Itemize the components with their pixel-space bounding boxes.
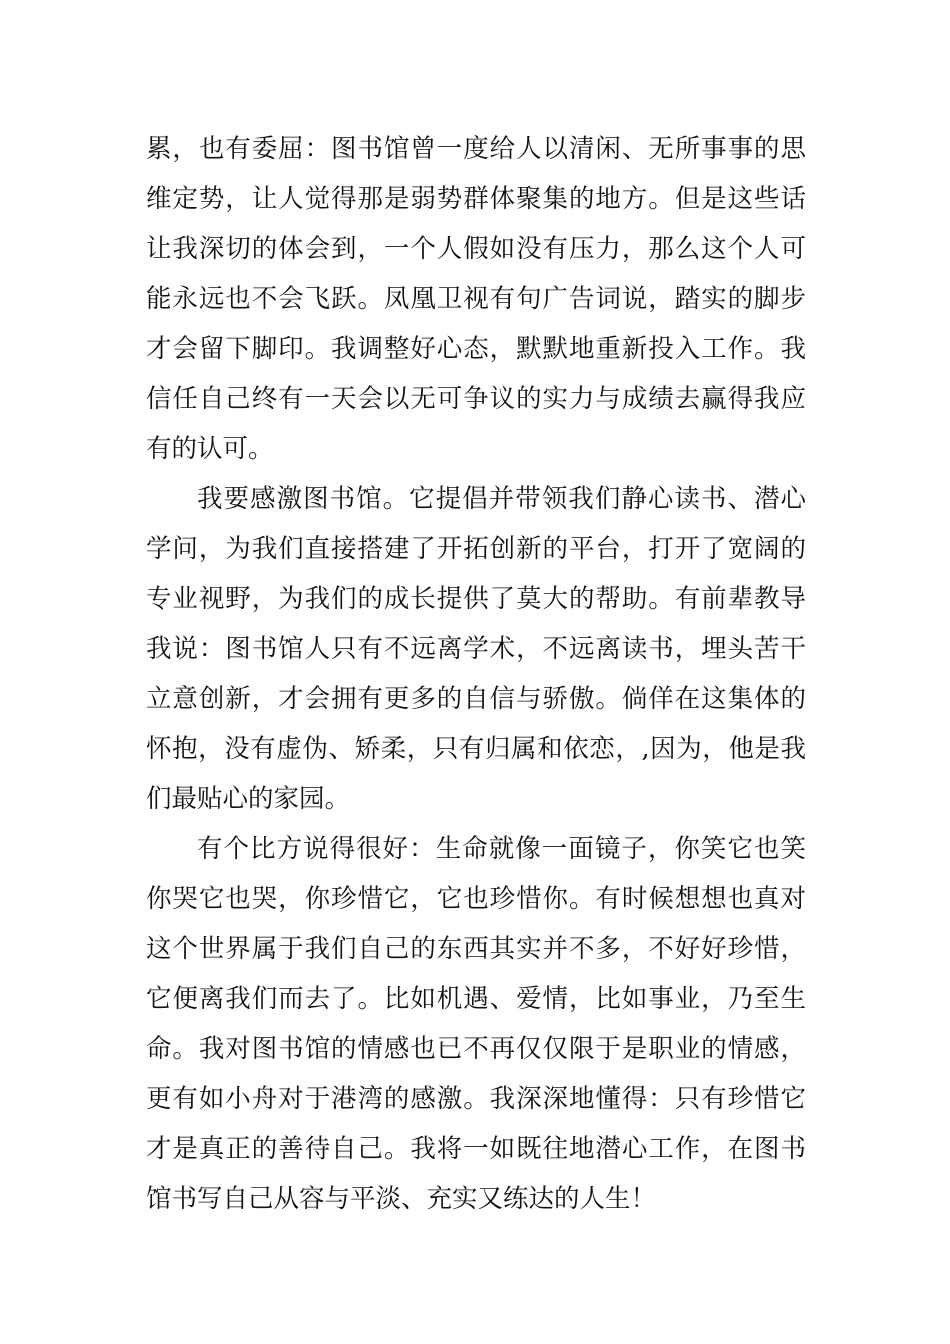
text-line: 我说：图书馆人只有不远离学术，不远离读书，埋头苦干 — [146, 634, 806, 664]
text-line: 它便离我们而去了。比如机遇、爱情，比如事业，乃至生 — [146, 984, 806, 1014]
text-line: 才是真正的善待自己。我将一如既往地潜心工作，在图书 — [146, 1134, 806, 1164]
text-line: 让我深切的体会到，一个人假如没有压力，那么这个人可 — [146, 234, 806, 264]
text-line: 更有如小舟对于港湾的感激。我深深地懂得：只有珍惜它 — [146, 1084, 806, 1114]
text-line: 累，也有委屈：图书馆曾一度给人以清闲、无所事事的思 — [146, 134, 806, 164]
text-line: 馆书写自己从容与平淡、充实又练达的人生！ — [146, 1184, 657, 1214]
text-line: 这个世界属于我们自己的东西其实并不多，不好好珍惜， — [146, 934, 806, 964]
text-line: 立意创新，才会拥有更多的自信与骄傲。倘佯在这集体的 — [146, 684, 806, 714]
text-line: 学问，为我们直接搭建了开拓创新的平台，打开了宽阔的 — [146, 534, 806, 564]
text-line: 们最贴心的家园。 — [146, 784, 351, 814]
text-line: 专业视野，为我们的成长提供了莫大的帮助。有前辈教导 — [146, 584, 806, 614]
text-line: 维定势，让人觉得那是弱势群体聚集的地方。但是这些话 — [146, 184, 806, 214]
text-line: 你哭它也哭，你珍惜它，它也珍惜你。有时候想想也真对 — [146, 884, 806, 914]
text-line: 才会留下脚印。我调整好心态，默默地重新投入工作。我 — [146, 334, 806, 364]
paragraph-first-line: 我要感激图书馆。它提倡并带领我们静心读书、潜心 — [197, 484, 806, 514]
text-line: 命。我对图书馆的情感也已不再仅仅限于是职业的情感， — [146, 1034, 806, 1064]
text-line: 信任自己终有一天会以无可争议的实力与成绩去赢得我应 — [146, 384, 806, 414]
text-line: 怀抱，没有虚伪、矫柔，只有归属和依恋，,因为，他是我 — [146, 734, 806, 764]
paragraph-first-line: 有个比方说得很好：生命就像一面镜子，你笑它也笑 — [197, 834, 806, 864]
text-line: 能永远也不会飞跃。凤凰卫视有句广告词说，踏实的脚步 — [146, 284, 806, 314]
text-line: 有的认可。 — [146, 434, 274, 464]
